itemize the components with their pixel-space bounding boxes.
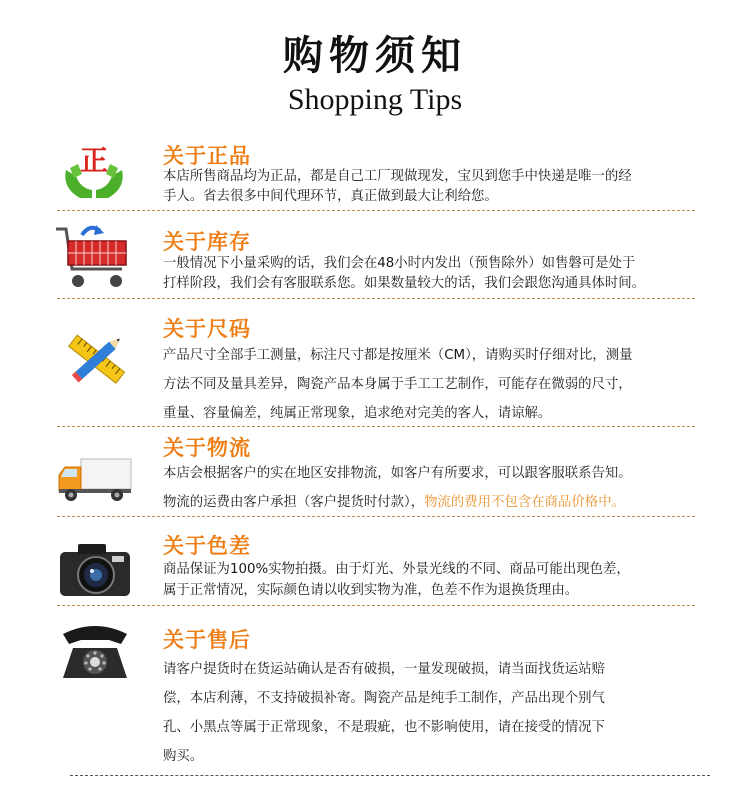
- telephone-icon: [57, 620, 133, 684]
- page-subtitle: Shopping Tips: [287, 83, 463, 116]
- divider: [57, 298, 695, 299]
- page-title: 购物须知: [283, 32, 467, 79]
- section-title: 关于售后: [163, 628, 251, 652]
- section-title: 关于物流: [163, 436, 251, 460]
- shopping-cart-icon: [52, 223, 134, 291]
- divider: [57, 426, 695, 427]
- divider: [70, 775, 710, 776]
- section-body: [163, 167, 708, 207]
- body-line: 重量、容量偏差，纯属正常现象，追求绝对完美的客人，请谅解。: [163, 406, 552, 421]
- body-line: 孔、小黑点等属于正常现象，不是瑕疵，也不影响使用，请在接受的情况下: [163, 720, 605, 735]
- section-body: [163, 341, 708, 428]
- section-body: [163, 655, 708, 771]
- body-line: 打样阶段，我们会有客服联系您。如果数量较大的话，我们会跟您沟通具体时间。: [163, 276, 646, 291]
- body-line: 请客户提货时在货运站确认是否有破损，一量发现破损，请当面找货运站赔: [163, 662, 605, 677]
- ruler-pencil-icon: [62, 328, 130, 392]
- camera-icon: [56, 538, 134, 600]
- section-title: 关于正品: [163, 144, 251, 168]
- authentic-glyph: 正: [79, 144, 109, 177]
- section-title: 关于尺码: [163, 317, 251, 341]
- section-body: [163, 254, 708, 294]
- body-line: 商品保证为100%实物拍摄。由于灯光、外景光线的不同、商品可能出现色差，: [163, 562, 630, 577]
- body-line: 产品尺寸全部手工测量，标注尺寸都是按厘米（CM），请购买时仔细对比，测量: [163, 348, 633, 363]
- body-line: [163, 488, 708, 517]
- section-body: [163, 559, 708, 601]
- body-line: 本店会根据客户的实在地区安排物流，如客户有所要求，可以跟客服联系告知。: [163, 466, 632, 481]
- section-title: 关于色差: [163, 534, 251, 558]
- body-line: 一般情况下小量采购的话，我们会在48小时内发出（预售除外）如售磐可是处于: [163, 256, 636, 271]
- divider: [57, 605, 695, 606]
- price-notice-highlight: 物流的费用不包含在商品价格中。: [424, 495, 625, 510]
- body-line: 手人。省去很多中间代理环节，真正做到最大让利给您。: [163, 189, 498, 204]
- section-body: [163, 459, 708, 517]
- divider: [57, 516, 695, 517]
- body-line: 方法不同及量具差异，陶瓷产品本身属于手工工艺制作，可能存在微弱的尺寸，: [163, 377, 632, 392]
- body-line: 偿，本店利薄，不支持破损补寄。陶瓷产品是纯手工制作，产品出现个别气: [163, 691, 605, 706]
- body-line-text: 物流的运费由客户承担（客户提货时付款），: [163, 495, 425, 510]
- delivery-truck-icon: [55, 455, 135, 503]
- divider: [57, 210, 695, 211]
- body-line: 购买。: [163, 749, 204, 764]
- body-line: 属于正常情况，实际颜色请以收到实物为准，色差不作为退换货理由。: [163, 583, 579, 598]
- section-title: 关于库存: [163, 230, 251, 254]
- authentic-hands-icon: [58, 140, 130, 202]
- body-line: 本店所售商品均为正品，都是自己工厂现做现发，宝贝到您手中快递是唯一的经: [163, 169, 632, 184]
